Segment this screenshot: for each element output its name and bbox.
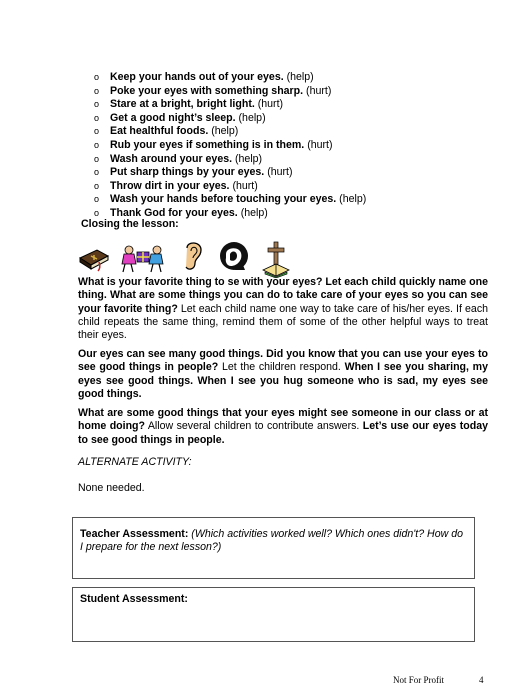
checklist-item-text: Put sharp things by your eyes. bbox=[110, 166, 265, 179]
checklist-item-text: Wash your hands before touching your eyes. bbox=[110, 193, 337, 206]
checklist-item bbox=[94, 125, 366, 139]
alternate-activity-body: None needed. bbox=[78, 482, 145, 494]
checklist-item bbox=[94, 71, 366, 85]
checklist-item-text: Poke your eyes with something sharp. bbox=[110, 84, 304, 97]
p1-bold-text: What is your favorite thing to se with your eyes? Let each child quickly name one thing. What are some things you can do to take care of your eyes so you can see your favorite thing? bbox=[78, 276, 488, 315]
ear-icon bbox=[181, 240, 207, 274]
checklist-item bbox=[94, 180, 366, 194]
gift-giving-icon bbox=[121, 240, 165, 274]
checklist-item-tag: (help) bbox=[232, 152, 263, 165]
checklist-item-text: Get a good night’s sleep. bbox=[110, 111, 236, 124]
checklist-item bbox=[94, 193, 366, 207]
bullet-icon: o bbox=[94, 167, 100, 178]
checklist-item-tag: (hurt) bbox=[264, 166, 293, 179]
bullet-icon: o bbox=[94, 180, 100, 191]
checklist-item-text: Wash around your eyes. bbox=[110, 152, 233, 165]
bullet-icon: o bbox=[94, 85, 100, 96]
p3-normal-text: Allow several children to contribute answers. bbox=[145, 420, 363, 433]
checklist-item-tag: (hurt) bbox=[304, 138, 333, 151]
bullet-icon: o bbox=[94, 126, 100, 137]
good-things-paragraph bbox=[78, 348, 488, 401]
bible-icon bbox=[77, 240, 111, 274]
p2-normal-text: Let the children respond. bbox=[218, 361, 345, 374]
checklist-item bbox=[94, 85, 366, 99]
bullet-icon: o bbox=[94, 112, 100, 123]
checklist-item-tag: (help) bbox=[283, 71, 314, 83]
classmates-paragraph bbox=[78, 407, 488, 447]
favorite-thing-paragraph bbox=[78, 276, 488, 342]
footer-text: Not For Profit bbox=[393, 675, 445, 685]
closing-heading: Closing the lesson: bbox=[81, 218, 179, 230]
bullet-icon: o bbox=[94, 207, 100, 218]
p2-bold-text-a: Our eyes can see many good things. Did you know that you can use your eyes to see good things in people? bbox=[78, 348, 488, 374]
checklist-item-tag: (help) bbox=[235, 111, 266, 124]
checklist-item bbox=[94, 98, 366, 112]
bullet-icon: o bbox=[94, 72, 100, 82]
checklist-item bbox=[94, 139, 366, 153]
checklist-item-text: Rub your eyes if something is in them. bbox=[110, 138, 305, 151]
checklist-item-text: Throw dirt in your eyes. bbox=[110, 179, 230, 192]
bullet-icon: o bbox=[94, 153, 100, 164]
checklist-item bbox=[94, 153, 366, 167]
p1-normal-text: Let each child name one way to take care of his/her eyes. If each child repeats the same thing, remind them of some of the other helpful ways to treat their eyes. bbox=[78, 302, 489, 342]
page-footer bbox=[393, 675, 484, 685]
teacher-assessment-label: Teacher Assessment: bbox=[80, 528, 189, 540]
checklist-item-tag: (hurt) bbox=[229, 179, 258, 192]
teacher-assessment-box[interactable] bbox=[72, 517, 475, 579]
teacher-assessment-prompt: (Which activities worked well? Which ones didn't? How do I prepare for the next lesson?) bbox=[80, 528, 463, 554]
checklist-item-tag: (hurt) bbox=[254, 98, 284, 111]
praying-head-icon bbox=[217, 240, 251, 274]
student-assessment-label: Student Assessment: bbox=[80, 593, 188, 605]
bullet-icon: o bbox=[94, 99, 100, 110]
cross-book-icon bbox=[261, 240, 291, 278]
clipart-row bbox=[77, 240, 307, 280]
student-assessment-box[interactable] bbox=[72, 587, 475, 642]
p3-bold-text-a: What are some good things that your eyes might see someone in our class or at home doing? bbox=[78, 407, 488, 433]
bullet-icon: o bbox=[94, 194, 100, 205]
p2-bold-text-b: When I see you sharing, my eyes see good things. When I see you hug someone who is sad, my eyes see good things. bbox=[78, 361, 488, 400]
eye-care-checklist bbox=[94, 71, 366, 221]
bullet-icon: o bbox=[94, 139, 100, 150]
checklist-item bbox=[94, 112, 366, 126]
alternate-activity-heading: ALTERNATE ACTIVITY: bbox=[78, 456, 192, 468]
checklist-item-tag: (help) bbox=[208, 125, 239, 138]
checklist-item-tag: (help) bbox=[336, 193, 367, 206]
checklist-item-text: Eat healthful foods. bbox=[110, 125, 209, 138]
checklist-item-tag: (help) bbox=[237, 206, 268, 219]
checklist-item-text: Thank God for your eyes. bbox=[110, 206, 238, 219]
checklist-item-text: Stare at a bright, bright light. bbox=[110, 98, 255, 111]
checklist-item-tag: (hurt) bbox=[303, 84, 332, 97]
page-number: 4 bbox=[479, 675, 484, 685]
checklist-item bbox=[94, 166, 366, 180]
checklist-item-text: Keep your hands out of your eyes. bbox=[110, 71, 284, 83]
p3-bold-text-b: Let’s use our eyes today to see good things in people. bbox=[78, 420, 488, 446]
